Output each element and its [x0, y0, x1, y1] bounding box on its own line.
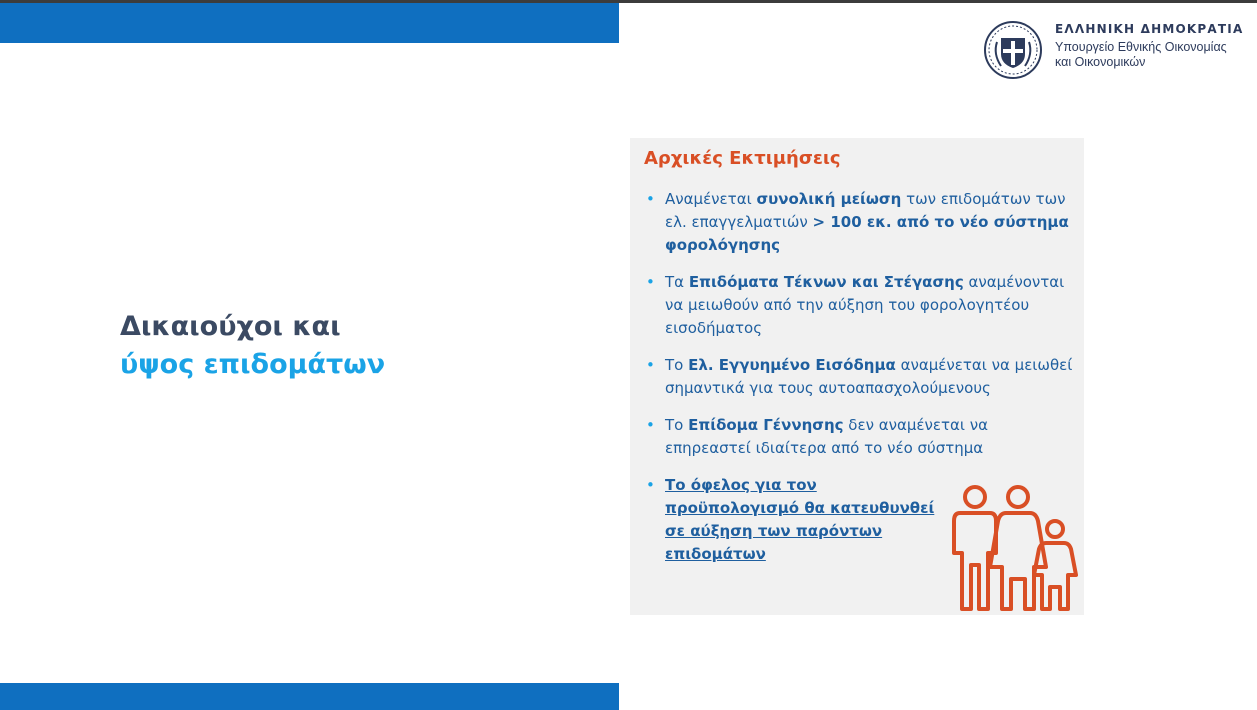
bullet-text: Αναμένεται	[665, 190, 757, 208]
bullet-bold-text: > 100 εκ. από το νέο σύστημα φορολόγησης	[665, 213, 1069, 254]
bullet-text: αναμένεται να μειωθεί σημαντικά για τους αυτοαπασχολούμενους	[665, 356, 1073, 397]
slide-title-line1: Δικαιούχοι και	[120, 311, 341, 342]
bullet-text: Το	[665, 356, 689, 374]
bullet-item	[644, 271, 1074, 340]
bullet-bold-text: Επίδομα Γέννησης	[688, 416, 844, 434]
bottom-blue-bar	[0, 683, 619, 710]
country-name: ΕΛΛΗΝΙΚΗ ΔΗΜΟΚΡΑΤΙΑ	[1055, 22, 1244, 36]
ministry-header	[1055, 22, 1255, 70]
bullet-text: Τα	[665, 273, 689, 291]
bullet-underlined-text: Το όφελος για τον προϋπολογισμό θα κατευθυνθεί σε αύξηση των παρόντων επιδομάτων	[665, 476, 935, 563]
bullet-text: αναμένονται να μειωθούν από την αύξηση του φορολογητέου εισοδήματος	[665, 273, 1065, 337]
bullet-dot-icon: •	[646, 190, 655, 208]
bullet-dot-icon: •	[646, 273, 655, 291]
ministry-name-line1: Υπουργείο Εθνικής Οικονομίας	[1055, 40, 1227, 54]
bullet-dot-icon: •	[646, 416, 655, 434]
bullet-dot-icon: •	[646, 356, 655, 374]
bullet-item	[644, 354, 1074, 400]
bullet-text: δεν αναμένεται να επηρεαστεί ιδιαίτερα από το νέο σύστημα	[665, 416, 989, 457]
bullet-item	[644, 188, 1074, 257]
bullet-text: Το	[665, 416, 689, 434]
family-icon	[948, 483, 1080, 613]
bullet-item	[644, 474, 955, 566]
slide-title	[120, 308, 385, 384]
panel-title: Αρχικές Εκτιμήσεις	[644, 148, 841, 169]
bullet-bold-text: Ελ. Εγγυημένο Εισόδημα	[688, 356, 896, 374]
bullet-bold-text: Επιδόματα Τέκνων και Στέγασης	[688, 273, 964, 291]
bullet-text: των επιδομάτων των ελ. επαγγελματιών	[665, 190, 1066, 231]
bullet-dot-icon: •	[646, 476, 655, 494]
bullet-item	[644, 414, 1074, 460]
ministry-name-line2: και Οικονομικών	[1055, 55, 1146, 69]
top-blue-bar	[0, 3, 619, 43]
slide-title-line2: ύψος επιδομάτων	[120, 349, 386, 380]
bullet-bold-text: συνολική μείωση	[756, 190, 902, 208]
hellenic-coat-of-arms-icon	[983, 20, 1043, 80]
